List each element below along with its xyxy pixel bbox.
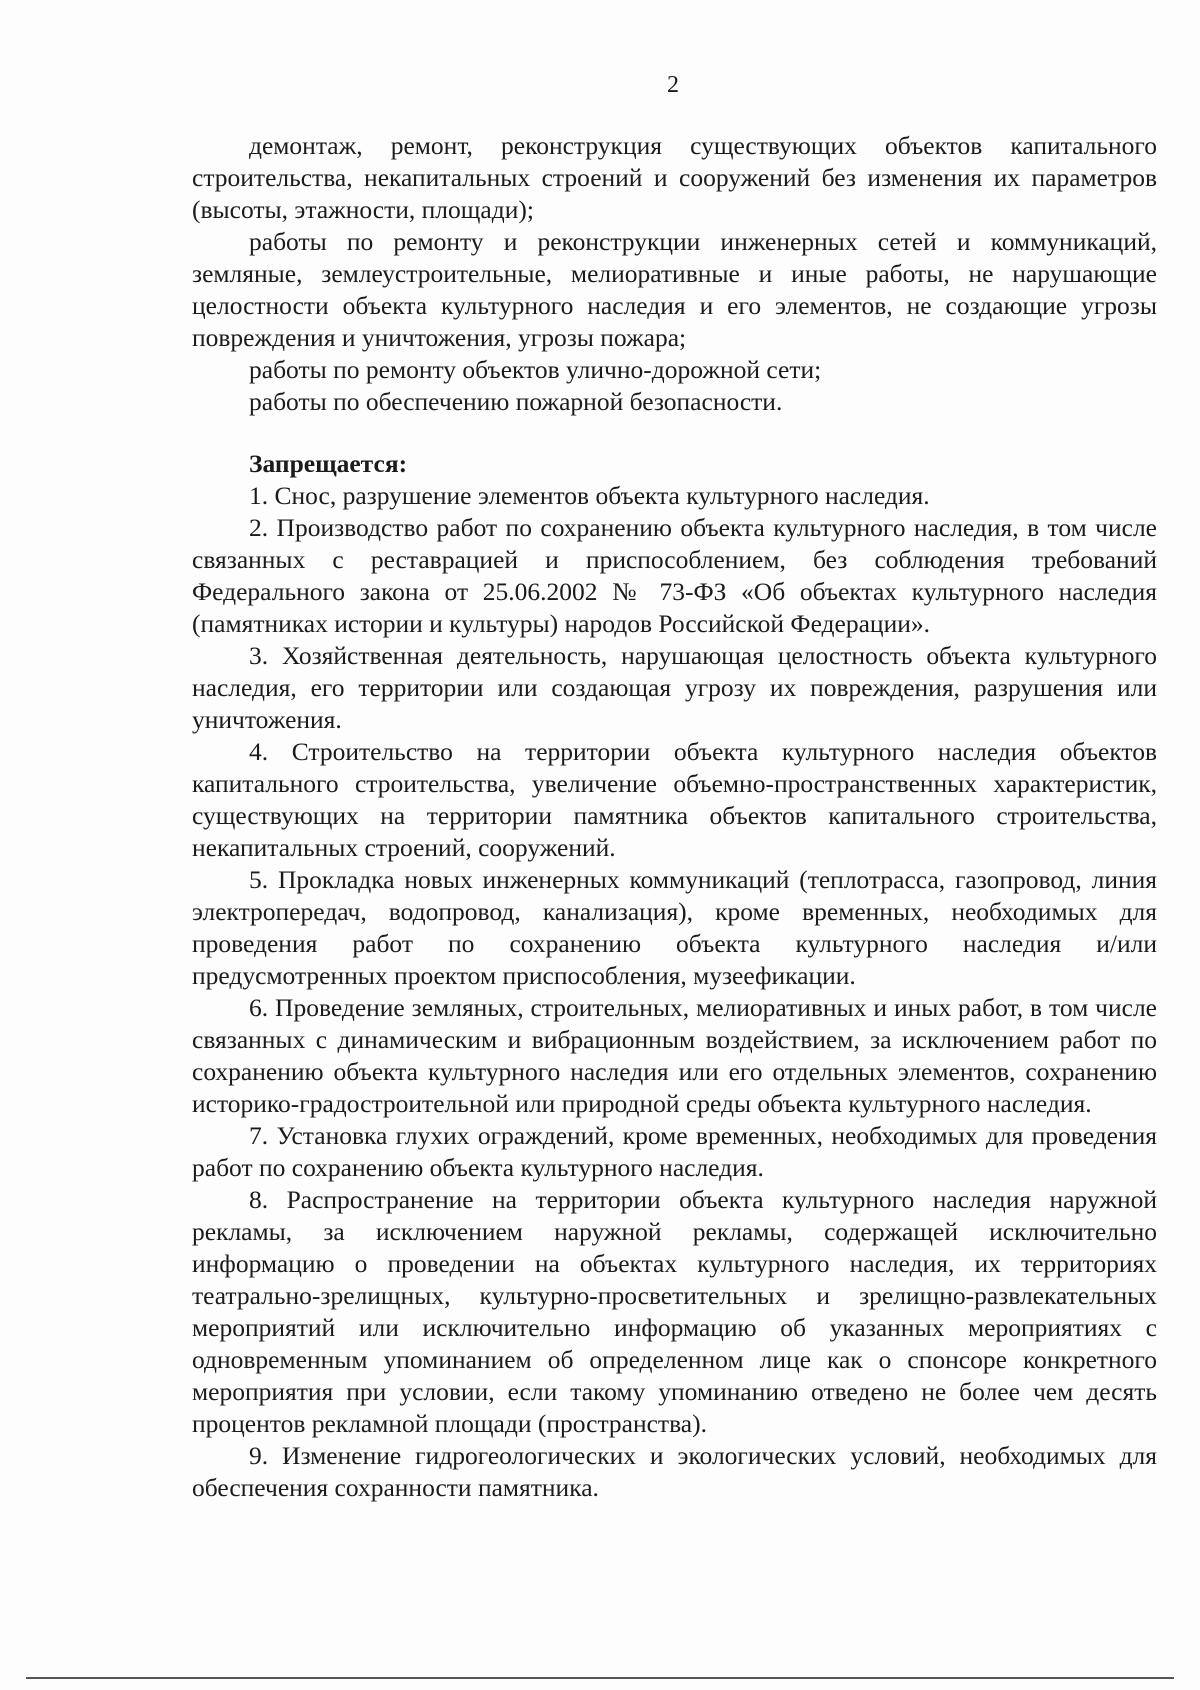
page-number: 2 bbox=[667, 72, 679, 98]
prohibition-item-7: 7. Установка глухих ограждений, кроме временных, необходимых для проведения работ по сохранению объекта культурного наследия. bbox=[192, 1121, 1157, 1182]
prohibition-item-3: 3. Хозяйственная деятельность, нарушающая целостность объекта культурного наследия, его территории или создающая угрозу их повреждения, разрушения или уничтожения. bbox=[192, 641, 1157, 734]
prohibition-item-9: 9. Изменение гидрогеологических и экологических условий, необходимых для обеспечения сохранности памятника. bbox=[192, 1441, 1157, 1502]
section-heading: Запрещается: bbox=[249, 449, 408, 478]
section-spacer bbox=[192, 418, 1157, 448]
prohibition-item-2: 2. Производство работ по сохранению объекта культурного наследия, в том числе связанных с реставрацией и приспособлением, без соблюдения требований Федерального закона от 25.06.2002 № 73-ФЗ «Об объектах культурного наследия (памятниках истории и культуры) народов Российской Федерации». bbox=[192, 513, 1157, 638]
prohibition-item-6: 6. Проведение земляных, строительных, мелиоративных и иных работ, в том числе связанных с динамическим и вибрационным воздействием, за исключением работ по сохранению объекта культурного наследия или его отдельных элементов, сохранению историко-градостроительной или природной среды объекта культурного наследия. bbox=[192, 993, 1157, 1118]
paragraph-road-works: работы по ремонту объектов улично-дорожной сети; bbox=[249, 355, 822, 384]
paragraph-fire-safety: работы по обеспечению пожарной безопасности. bbox=[249, 387, 783, 416]
paragraph-dismantling: демонтаж, ремонт, реконструкция существующих объектов капитального строительства, некапитальных строений и сооружений без изменения их параметров (высоты, этажности, площади); bbox=[192, 131, 1157, 224]
prohibition-item-4: 4. Строительство на территории объекта культурного наследия объектов капитального строительства, увеличение объемно-пространственных характеристик, существующих на территории памятника объектов капитального строительства, некапитальных строений, сооружений. bbox=[192, 737, 1157, 862]
document-body bbox=[192, 130, 1157, 1504]
prohibition-item-1: 1. Снос, разрушение элементов объекта культурного наследия. bbox=[249, 481, 930, 510]
paragraph-engineering-works: работы по ремонту и реконструкции инженерных сетей и коммуникаций, земляные, землеустроительные, мелиоративные и иные работы, не нарушающие целостности объекта культурного наследия и его элементов, не создающие угрозы повреждения и уничтожения, угрозы пожара; bbox=[192, 227, 1157, 352]
prohibition-item-8: 8. Распространение на территории объекта культурного наследия наружной рекламы, за исключением наружной рекламы, содержащей исключительно информацию о проведении на объектах культурного наследия, их территориях театрально-зрелищных, культурно-просветительных и зрелищно-развлекательных мероприятий или исключительно информацию об указанных мероприятиях с одновременным упоминанием об определенном лице как о спонсоре конкретного мероприятия при условии, если такому упоминанию отведено не более чем десять процентов рекламной площади (пространства). bbox=[192, 1185, 1157, 1438]
prohibition-item-5: 5. Прокладка новых инженерных коммуникаций (теплотрасса, газопровод, линия электропередач, водопровод, канализация), кроме временных, необходимых для проведения работ по сохранению объекта культурного наследия и/или предусмотренных проектом приспособления, музеефикации. bbox=[192, 865, 1157, 990]
page-bottom-rule bbox=[26, 1677, 1174, 1679]
